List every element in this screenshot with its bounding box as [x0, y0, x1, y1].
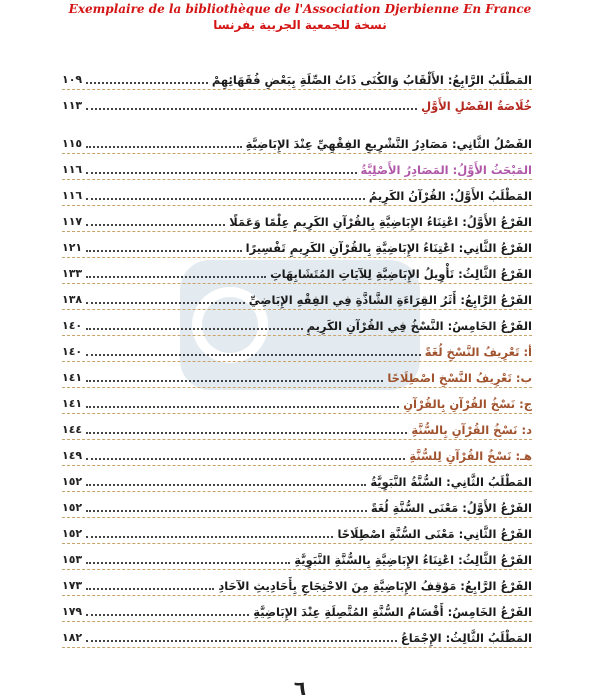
- toc-entry: [62, 156, 532, 178]
- row-divider: [62, 309, 532, 310]
- toc-entry: [62, 364, 532, 386]
- toc-entry-page: ١٤١: [62, 371, 83, 384]
- toc-entry-page: ١٣٨: [62, 293, 83, 306]
- row-divider: [62, 153, 532, 154]
- row-divider: [62, 179, 532, 180]
- toc-entry: [62, 234, 532, 256]
- toc-entry: [62, 92, 532, 114]
- leader-dots: [86, 562, 290, 564]
- toc-entry-title: الفَرْعُ الخَامِسُ: أَقْسَامُ السُّنَّةِ المُتَّصِلَةِ عِنْدَ الإِبَاضِيَّةِ: [253, 605, 532, 619]
- toc-entry: [62, 312, 532, 334]
- row-divider: [62, 231, 532, 232]
- toc-entry-title: الفَرْعُ الثَّالِثُ: تَأْوِيلُ الإِبَاضِيَّةِ لِلآيَاتِ المُتَشَابِهَاتِ: [270, 267, 532, 281]
- leader-dots: [86, 510, 367, 512]
- row-divider: [62, 257, 532, 258]
- row-divider: [62, 283, 532, 284]
- leader-dots: [86, 172, 356, 174]
- toc-entry-page: ١٢١: [62, 241, 83, 254]
- toc-entry-page: ١٥٢: [62, 527, 83, 540]
- toc-entry: [62, 416, 532, 438]
- leader-dots: [86, 640, 397, 642]
- row-divider: [62, 439, 532, 440]
- toc-entry-page: ١١٥: [62, 137, 83, 150]
- toc-entry-title: الفَصْلُ الثَّانِي: مَصَادِرُ التَّشْرِيعِ الفِقْهِيِّ عِنْدَ الإِبَاضِيَّةِ: [245, 137, 532, 151]
- leader-dots: [86, 406, 399, 408]
- leader-dots: [86, 354, 421, 356]
- toc-entry-page: ١١٦: [62, 163, 83, 176]
- leader-dots: [86, 146, 241, 148]
- leader-dots: [86, 108, 417, 110]
- toc-entry-page: ١٤٠: [62, 319, 83, 332]
- toc-entry-title: الفَرْعُ الخَامِسُ: النَّسْخُ فِي القُرْآنِ الكَرِيمِ: [306, 319, 532, 333]
- toc-entry-page: ١٤٠: [62, 345, 83, 358]
- leader-dots: [86, 82, 208, 84]
- row-divider: [62, 491, 532, 492]
- leader-dots: [86, 302, 245, 304]
- row-divider: [62, 413, 532, 414]
- toc-entry-title: خُلَاصَةُ الفَصْلِ الأَوَّلِ: [421, 99, 532, 113]
- row-divider: [62, 621, 532, 622]
- toc-entry: [62, 598, 532, 620]
- row-divider: [62, 595, 532, 596]
- toc-entry-page: ١٥٢: [62, 501, 83, 514]
- toc-entry-title: أ: تَعْرِيفُ النَّسْخِ لُغَةً: [424, 345, 532, 359]
- page-number: ٦: [293, 676, 307, 700]
- toc-entry-page: ١١٣: [62, 99, 83, 112]
- toc-entry-page: ١٣٣: [62, 267, 83, 280]
- row-divider: [62, 543, 532, 544]
- leader-dots: [86, 614, 249, 616]
- toc-entry-page: ١٤٤: [62, 423, 83, 436]
- leader-dots: [86, 328, 302, 330]
- toc-entry-title: الفَرْعُ الأَوَّلُ: مَعْنَى السُّنَّةِ لُغَةً: [370, 501, 532, 515]
- toc-entry-title: المَطْلَبُ الأَوَّلُ: القُرْآنُ الكَرِيمُ: [368, 189, 532, 203]
- toc-entry: [62, 624, 532, 646]
- toc-entry-title: ج: نَسْخُ القُرْآنِ بِالقُرْآنِ: [403, 397, 532, 411]
- toc-entry: [62, 572, 532, 594]
- toc-entry-title: الفَرْعُ الثَّانِي: مَعْنَى السُّنَّةِ اصْطِلَاحًا: [337, 527, 532, 541]
- toc-entry: [62, 546, 532, 568]
- row-divider: [62, 205, 532, 206]
- toc-entry-title: الفَرْعُ الثَّالِثُ: اعْتِنَاءُ الإِبَاضِيَّةِ بِالسُّنَّةِ النَّبَوِيَّةِ: [294, 553, 532, 567]
- row-divider: [62, 647, 532, 648]
- leader-dots: [86, 484, 366, 486]
- leader-dots: [86, 250, 241, 252]
- toc-entry-title: ب: تَعْرِيفُ النَّسْخِ اصْطِلَاحًا: [387, 371, 532, 385]
- toc-entry-page: ١٤٩: [62, 449, 83, 462]
- toc-entry: [62, 494, 532, 516]
- row-divider: [62, 465, 532, 466]
- toc-entry-page: ١٤١: [62, 397, 83, 410]
- toc-entry-title: الفَرْعُ الرَّابِعُ: مَوْقِفُ الإِبَاضِيَّةِ مِنَ الاحْتِجَاجِ بِأَحَادِيثِ الآحَادِ: [218, 579, 532, 593]
- row-divider: [62, 517, 532, 518]
- toc-entry: [62, 468, 532, 490]
- toc-entry-page: ١١٧: [62, 215, 83, 228]
- toc-entry: [62, 520, 532, 542]
- leader-dots: [86, 380, 383, 382]
- row-divider: [62, 361, 532, 362]
- toc-entry-page: ١٧٣: [62, 579, 83, 592]
- leader-dots: [86, 432, 407, 434]
- toc-entry: [62, 182, 532, 204]
- toc-entry: [62, 390, 532, 412]
- toc-entry-title: الفَرْعُ الثَّانِي: اعْتِنَاءُ الإِبَاضِيَّةِ بِالقُرْآنِ الكَرِيمِ تَفْسِيرًا: [245, 241, 532, 255]
- toc-entry-page: ١٥٢: [62, 475, 83, 488]
- toc-entry-page: ١٥٣: [62, 553, 83, 566]
- row-divider: [62, 89, 532, 90]
- toc-entry: [62, 66, 532, 88]
- leader-dots: [86, 198, 365, 200]
- toc-entry-title: المَطْلَبُ الرَّابِعُ: الأَلْقَابُ وَالكُنَى ذَاتُ الصِّلَةِ بِبَعْضِ فُقَهَائِهِمْ: [211, 73, 532, 87]
- toc-entry: [62, 338, 532, 360]
- toc-entry-title: الفَرْعُ الرَّابِعُ: أَثَرُ القِرَاءَةِ الشَّاذَّةِ فِي الفِقْهِ الإِبَاضِيِّ: [248, 293, 532, 307]
- toc-entry-title: المَطْلَبُ الثَّانِي: السُّنَّةُ النَّبَوِيَّةُ: [370, 475, 532, 489]
- library-stamp-arabic: نسخة للجمعية الجربية بفرنسا: [213, 18, 387, 32]
- leader-dots: [86, 224, 225, 226]
- toc-entry-page: ١١٦: [62, 189, 83, 202]
- toc-entry: [62, 130, 532, 152]
- toc-entry: [62, 442, 532, 464]
- toc-entry-page: ١٧٩: [62, 605, 83, 618]
- toc-entry-title: د: نَسْخُ القُرْآنِ بِالسُّنَّةِ: [411, 423, 532, 437]
- leader-dots: [86, 458, 405, 460]
- library-stamp-latin: Exemplaire de la bibliothèque de l'Association Djerbienne En France: [68, 2, 532, 16]
- row-divider: [62, 335, 532, 336]
- toc-entry-title: المَطْلَبُ الثَّالِثُ: الإِجْمَاعُ: [400, 631, 532, 645]
- toc-entry: [62, 260, 532, 282]
- toc-entry-page: ١٠٩: [62, 73, 83, 86]
- toc-entry: [62, 208, 532, 230]
- leader-dots: [86, 276, 266, 278]
- toc-entry-page: ١٨٢: [62, 631, 83, 644]
- leader-dots: [86, 536, 333, 538]
- toc-entry: [62, 286, 532, 308]
- toc-entry-title: المَبْحَثُ الأَوَّلُ: المَصَادِرُ الأَصْلِيَّةُ: [360, 163, 532, 177]
- toc-entry-title: هـ: نَسْخُ القُرْآنِ لِلسُّنَّةِ: [409, 449, 532, 463]
- leader-dots: [86, 588, 214, 590]
- toc-entry-title: الفَرْعُ الأَوَّلُ: اعْتِنَاءُ الإِبَاضِيَّةِ بِالقُرْآنِ الكَرِيمِ عِلْمًا وَعَمَلًا: [229, 215, 532, 229]
- row-divider: [62, 569, 532, 570]
- row-divider: [62, 387, 532, 388]
